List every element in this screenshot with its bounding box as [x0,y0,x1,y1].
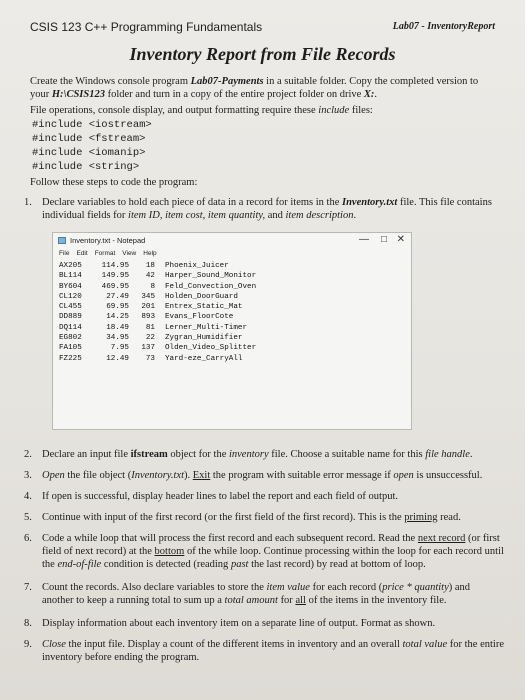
intro-text: folder and turn in a copy of the entire project folder on drive [104,89,364,100]
item-id: FZ225 [59,354,82,363]
item-cost: 7.95 [110,344,129,353]
step-text-part: the input file. Display a count of the different items in inventory and an overall [65,639,403,650]
notepad-text-area[interactable] [57,261,387,364]
item-desc: Harper_Sound_Monitor [165,272,257,281]
field-names: item ID, item cost, item quantity, [128,210,266,221]
emphasis: Open [42,470,65,481]
notepad-window [52,232,412,430]
title-bold: Inventory Report [129,44,256,64]
menu-view[interactable]: View [122,250,137,257]
item-qty: 893 [141,313,155,322]
step-text-part: and [265,210,286,221]
underlined-word: priming [404,512,438,523]
step-text-part: file. Choose a suitable name for this [268,449,426,460]
notepad-title: Inventory.txt - Notepad [70,236,146,245]
page-title [0,44,525,65]
item-qty: 201 [141,303,155,312]
program-name: Lab07-Payments [190,76,264,87]
step-text-part: for each record ( [309,582,383,593]
emphasis: total value [402,639,448,650]
keyword: ifstream [130,449,168,460]
step-number: 4. [24,491,32,502]
item-id: DQ114 [59,323,82,332]
inventory-record [57,312,387,322]
item-id: BL114 [59,272,82,281]
include-line: #include <iomanip> [32,147,146,159]
step-text-part: Count the records. Also declare variables to store the [42,582,267,593]
inventory-record [57,323,387,333]
step-text-part: . [469,449,473,460]
step-text-part: read. [437,512,461,523]
step-text-part: for [277,595,296,606]
item-qty: 42 [145,272,155,281]
menu-help[interactable]: Help [143,250,157,257]
step-text-part: (or first field of next record) at the [42,533,500,557]
include-line: #include <fstream> [32,133,146,145]
item-desc: Feld_Convection_Oven [165,282,257,291]
item-cost: 69.95 [106,303,129,312]
include-word: include [318,105,350,116]
notepad-title-bar [53,233,411,249]
folder-path: H:\CSIS123 [51,89,105,100]
step-text-part: for the entire inventory before ending the program. [42,639,504,663]
notepad-menu-bar [59,250,164,257]
inventory-record [57,343,387,353]
step-text [42,638,504,664]
item-id: FA105 [59,344,82,353]
emphasis: inventory [228,449,269,460]
intro-text: . [374,89,378,100]
step-text: If open is successful, display header lines to label the report and each field of output. [42,491,399,502]
emphasis: total amount [224,595,278,606]
step-text-part: Declare an input file [42,449,131,460]
step-text [42,196,496,222]
inventory-record [57,261,387,271]
step-text [42,511,504,524]
inventory-record [57,271,387,281]
step-text-part: file. This file contains individual fields for [42,197,492,221]
item-cost: 14.25 [106,313,129,322]
file-name: Inventory.txt [131,470,185,481]
underlined-word: Exit [192,470,211,481]
step-number: 8. [24,618,32,629]
step-text-part: of the items in the inventory file. [305,595,447,606]
close-icon[interactable]: ✕ [396,234,405,245]
step-text-part: ) and another to keep a running total to sum up a [42,582,471,606]
item-desc: Zygran_Humidifier [165,334,243,343]
item-desc: Phoenix_Juicer [165,262,229,270]
item-qty: 8 [150,282,155,291]
include-line: #include <iostream> [32,119,152,131]
include-list [32,118,152,174]
step-number: 5. [24,512,32,523]
item-qty: 18 [145,262,155,270]
step-text: Display information about each inventory item on a separate line of output. Format as shown. [42,618,436,629]
step-text-part: condition is detected (reading [101,559,231,570]
item-qty: 137 [141,344,155,353]
item-id: EG802 [59,334,82,343]
step-text-part: . [353,210,357,221]
item-qty: 73 [145,354,155,363]
intro-paragraph [30,75,495,101]
emphasis: Close [42,639,66,650]
item-cost: 27.49 [106,292,129,301]
step-text-part: the program with suitable error message if [210,470,394,481]
step-number: 7. [24,582,32,593]
step-number: 6. [24,533,32,544]
steps-intro: Follow these steps to code the program: [30,177,198,188]
intro-text: in a suitable folder. Copy the completed version to your [30,76,479,100]
item-id: CL455 [59,303,82,312]
item-cost: 12.49 [106,354,129,363]
page-header [30,20,495,36]
inventory-record [57,333,387,343]
field-name: item description [285,210,354,221]
include-intro [30,104,495,117]
step-number: 3. [24,470,32,481]
title-rest: from File Records [256,44,396,64]
item-desc: Entrex_Static_Mat [165,303,243,312]
item-desc: Holden_DoorGuard [165,292,238,301]
notepad-icon [58,237,66,244]
step-text-part: of the while loop. Continue processing within the loop for each record until the [42,546,504,570]
include-intro-text: File operations, console display, and output formatting require these [30,105,319,116]
inventory-record [57,354,387,364]
include-line: #include <string> [32,161,140,173]
underlined-word: next record [417,533,466,544]
step-number: 9. [24,639,32,650]
item-id: BY604 [59,282,82,291]
step-text [42,581,504,607]
lab-label: Lab07 - InventoryReport [392,21,495,32]
item-id: CL120 [59,292,82,301]
include-intro-text: files: [349,105,373,116]
item-id: DD889 [59,313,82,322]
item-qty: 345 [141,292,155,301]
intro-text: Create the Windows console program [30,76,191,87]
underlined-word: all [295,595,306,606]
emphasis: past [230,559,249,570]
underlined-word: bottom [154,546,185,557]
step-number: 1. [24,197,32,208]
step-text-part: Continue with input of the first record (or the first field of the first record). This is the [42,512,405,523]
step-text-part: is unsuccessful. [413,470,483,481]
item-desc: Evans_FloorCote [165,313,234,322]
step-text [42,448,504,461]
menu-format[interactable]: Format [94,250,116,257]
maximize-icon[interactable]: □ [380,234,387,245]
minimize-icon[interactable]: — [359,234,369,245]
step-text-part: the last record) by read at bottom of loop. [248,559,426,570]
item-cost: 34.95 [106,334,129,343]
step-text-part: object for the [167,449,229,460]
item-qty: 81 [145,323,155,332]
step-text-part: the file object ( [64,470,132,481]
item-cost: 469.95 [101,282,129,291]
step-text-part: Code a while loop that will process the first record and each subsequent record. Read the [42,533,418,544]
emphasis: item value [266,582,310,593]
item-desc: Lerner_Multi-Timer [165,323,248,332]
menu-edit[interactable]: Edit [76,250,88,257]
emphasis: price * quantity [382,582,449,593]
drive-letter: X: [363,89,375,100]
item-qty: 22 [145,334,155,343]
step-text [42,469,504,482]
menu-file[interactable]: File [59,250,70,257]
item-cost: 114.95 [101,262,129,270]
course-title: CSIS 123 C++ Programming Fundamentals [30,20,263,34]
inventory-record [57,292,387,302]
item-desc: Yard-eze_CarryAll [165,354,243,363]
inventory-record [57,302,387,312]
emphasis: file handle [425,449,470,460]
inventory-record [57,282,387,292]
item-id: AX205 [59,262,82,270]
emphasis: end-of-file [57,559,102,570]
item-cost: 18.49 [106,323,129,332]
item-cost: 149.95 [101,272,129,281]
emphasis: open [393,470,414,481]
item-desc: Olden_Video_Splitter [165,344,257,353]
file-name: Inventory.txt [342,197,398,208]
step-text-part: Declare variables to hold each piece of data in a record for items in the [42,197,342,208]
step-text [42,532,504,571]
step-text-part: ). [184,470,193,481]
step-number: 2. [24,449,32,460]
